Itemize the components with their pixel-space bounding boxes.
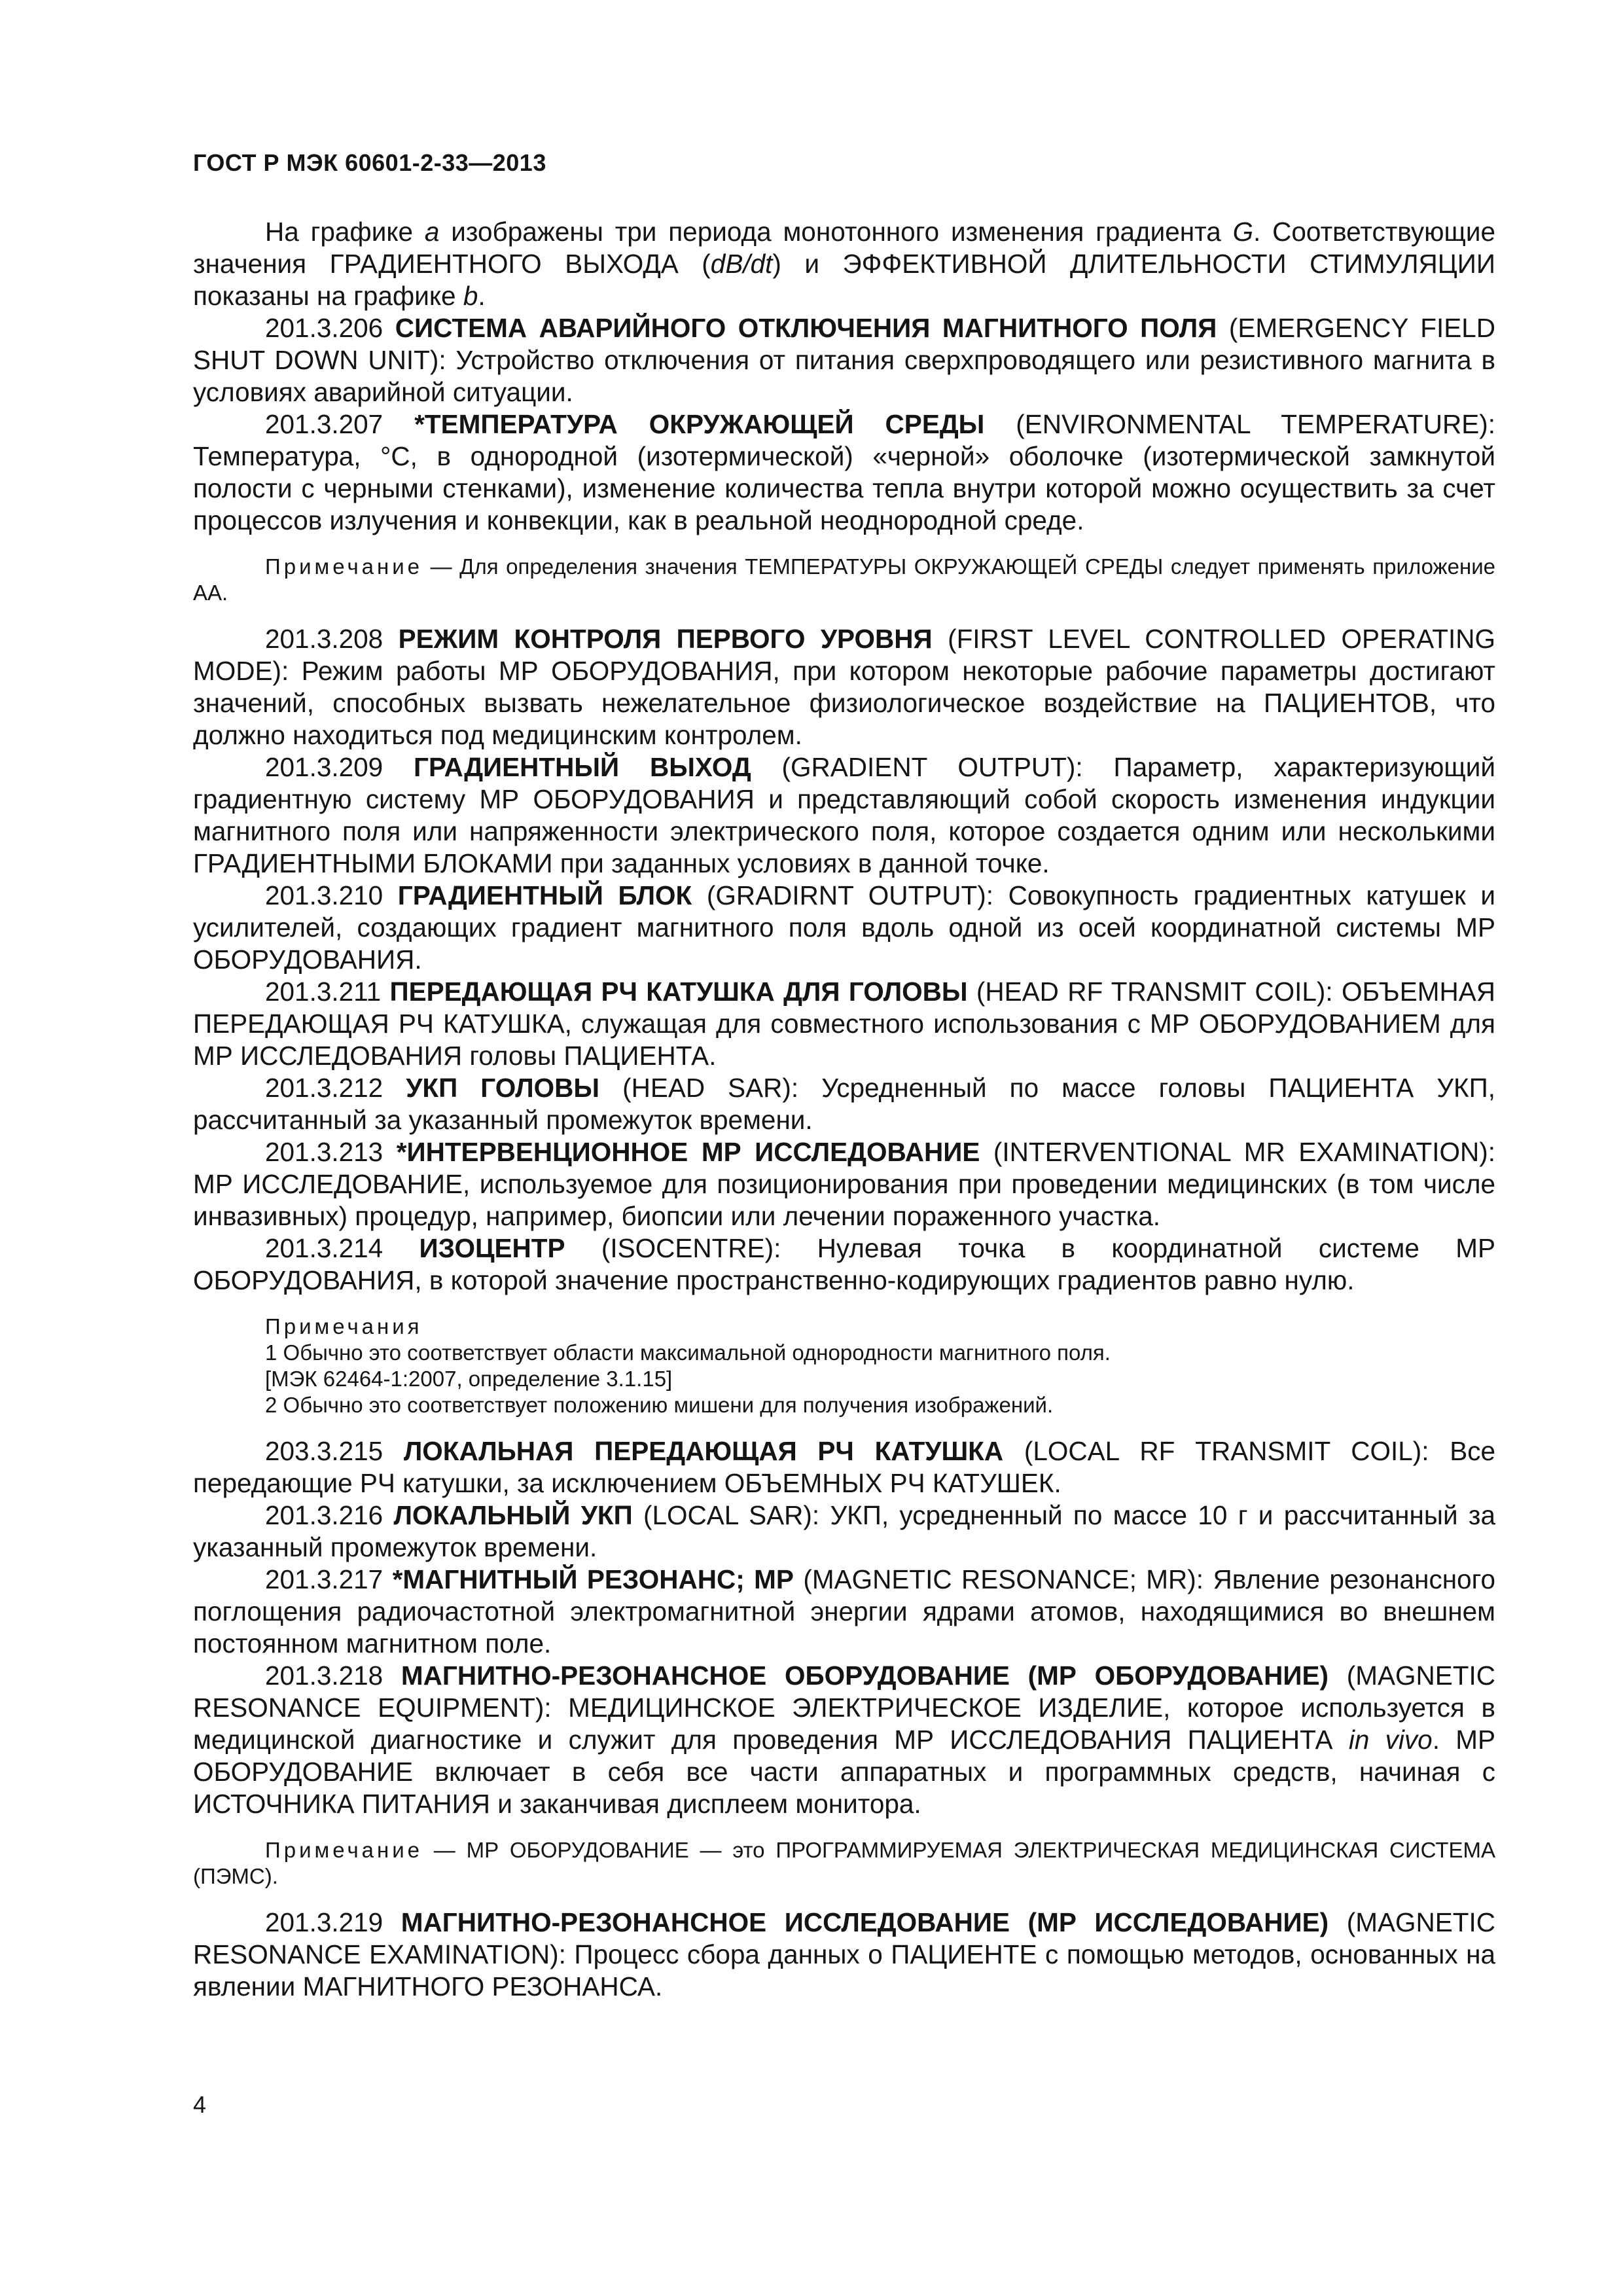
- text-run: (EMERGENCY FIELD SHUT DOWN UNIT): Устройство отключения от питания сверхпроводящего или резистивного магнита в условиях аварийной ситуации.: [193, 313, 1495, 407]
- page-number: 4: [193, 2091, 207, 2118]
- text-run: (HEAD SAR): Усредненный по массе головы ПАЦИЕНТА УКП, рассчитанный за указанный промежуток времени.: [193, 1073, 1496, 1135]
- italic-text: b: [463, 281, 478, 311]
- text-run: 201.3.211: [265, 977, 390, 1007]
- text-run: 201.3.217: [265, 1564, 393, 1594]
- paragraph: [193, 1232, 1495, 1297]
- text-run: (INTERVENTIONAL MR EXAMINATION): МР ИССЛЕДОВАНИЕ, используемое для позиционирования при проведении медицинских (в том числе инвазивных) процедур, например, биопсии или лечении пораженного участка.: [193, 1137, 1495, 1231]
- text-run: (ENVIRONMENTAL TEMPERATURE): Температура, °С, в однородной (изотермической) «черной» оболочке (изотермической замкнутой полости с черными стенками), изменение количества тепла внутри которой можно осуществить за счет процессов излучения и конвекции, как в реальной неоднородной среде.: [193, 409, 1495, 535]
- italic-text: dB/dt: [710, 249, 773, 279]
- notes-title: Примечания: [265, 1314, 423, 1338]
- paragraph: [193, 623, 1495, 751]
- paragraph: [193, 751, 1495, 880]
- term-title: ЛОКАЛЬНАЯ ПЕРЕДАЮЩАЯ РЧ КАТУШКА: [403, 1436, 1004, 1466]
- term-title: ГРАДИЕНТНЫЙ БЛОК: [397, 880, 692, 910]
- text-run: — Для определения значения ТЕМПЕРАТУРЫ ОКРУЖАЮЩЕЙ СРЕДЫ следует применять приложение АА.: [193, 554, 1495, 605]
- text-run: (GRADIRNT OUTPUT): Совокупность градиентных катушек и усилителей, создающих градиент магнитного поля вдоль одной из осей координатной системы МР ОБОРУДОВАНИЯ.: [193, 880, 1495, 975]
- italic-text: in vivo: [1348, 1725, 1433, 1755]
- note-line: 1 Обычно это соответствует области максимальной однородности магнитного поля.: [265, 1340, 1111, 1365]
- term-title: ПЕРЕДАЮЩАЯ РЧ КАТУШКА ДЛЯ ГОЛОВЫ: [389, 977, 968, 1007]
- paragraph: [193, 1136, 1495, 1232]
- term-title: ИЗОЦЕНТР: [419, 1233, 565, 1263]
- term-title: МАГНИТНО-РЕЗОНАНСНОЕ ИССЛЕДОВАНИЕ (МР ИССЛЕДОВАНИЕ): [401, 1907, 1329, 1937]
- text-run: 201.3.216: [265, 1500, 394, 1530]
- text-run: 201.3.210: [265, 880, 398, 910]
- text-run: (LOCAL RF TRANSMIT COIL): Все передающие РЧ катушки, за исключением ОБЪЕМНЫХ РЧ КАТУШЕК.: [193, 1436, 1495, 1498]
- text-run: (LOCAL SAR): УКП, усредненный по массе 10 г и рассчитанный за указанный промежуток времени.: [193, 1500, 1495, 1562]
- text-run: (ISOCENTRE): Нулевая точка в координатной системе МР ОБОРУДОВАНИЯ, в которой значение пространственно-кодирующих градиентов равно нулю.: [193, 1233, 1495, 1295]
- text-run: . МР ОБОРУДОВАНИЕ включает в себя все части аппаратных и программных средств, начиная с ИСТОЧНИКА ПИТАНИЯ и заканчивая дисплеем монитора.: [193, 1725, 1495, 1819]
- term-title: *МАГНИТНЫЙ РЕЗОНАНС; МР: [392, 1564, 794, 1594]
- text-run: изображены три периода монотонного изменения градиента: [439, 217, 1233, 247]
- text-run: (FIRST LEVEL CONTROLLED OPERATING MODE): Режим работы МР ОБОРУДОВАНИЯ, при котором некоторые рабочие параметры достигают значений, способных вызвать нежелательное физиологическое воздействие на ПАЦИЕНТОВ, что должно находиться под медицинским контролем.: [193, 624, 1495, 750]
- paragraph: [193, 408, 1495, 537]
- term-title: РЕЖИМ КОНТРОЛЯ ПЕРВОГО УРОВНЯ: [398, 624, 933, 654]
- term-title: ЛОКАЛЬНЫЙ УКП: [393, 1500, 633, 1530]
- text-run: 201.3.208: [265, 624, 399, 654]
- paragraph: [193, 880, 1495, 976]
- text-run: .: [478, 281, 486, 311]
- text-run: 201.3.206: [265, 313, 395, 343]
- text-run: (MAGNETIC RESONANCE; MR): Явление резонансного поглощения радиочастотной электромагнитной энергии ядрами атомов, находящимися во внешнем постоянном магнитном поле.: [193, 1564, 1495, 1659]
- paragraph: [193, 312, 1495, 408]
- note: [193, 1837, 1495, 1890]
- note-line: [МЭК 62464-1:2007, определение 3.1.15]: [265, 1367, 673, 1391]
- paragraph: [193, 216, 1495, 312]
- text-run: 201.3.219: [265, 1907, 401, 1937]
- text-run: (MAGNETIC RESONANCE EXAMINATION): Процесс сбора данных о ПАЦИЕНТЕ с помощью методов, основанных на явлении МАГНИТНОГО РЕЗОНАНСА.: [193, 1907, 1495, 2001]
- italic-text: G: [1232, 217, 1254, 247]
- notes-block: [193, 1314, 1495, 1418]
- text-run: 201.3.209: [265, 752, 414, 782]
- term-title: ГРАДИЕНТНЫЙ ВЫХОД: [414, 752, 751, 782]
- paragraph: [193, 976, 1495, 1072]
- text-run: На графике: [265, 217, 425, 247]
- text-run: (GRADIENT OUTPUT): Параметр, характеризующий градиентную систему МР ОБОРУДОВАНИЯ и представляющий собой скорость изменения индукции магнитного поля или напряженности электрического поля, которое создается одним или несколькими ГРАДИЕНТНЫМИ БЛОКАМИ при заданных условиях в данной точке.: [193, 752, 1495, 878]
- paragraph: [193, 1072, 1495, 1136]
- text-run: 201.3.218: [265, 1660, 401, 1691]
- text-run: ) и ЭФФЕКТИВНОЙ ДЛИТЕЛЬНОСТИ СТИМУЛЯЦИИ показаны на графике: [193, 249, 1495, 311]
- note-label: Примечание: [265, 554, 423, 579]
- text-run: (MAGNETIC RESONANCE EQUIPMENT): МЕДИЦИНСКОЕ ЭЛЕКТРИЧЕСКОЕ ИЗДЕЛИЕ, которое используется в медицинской диагностике и служит для проведения МР ИССЛЕДОВАНИЯ ПАЦИЕНТА: [193, 1660, 1495, 1755]
- note-label: Примечание: [265, 1838, 423, 1862]
- note-line: 2 Обычно это соответствует положению мишени для получения изображений.: [265, 1393, 1054, 1417]
- paragraph: [193, 1435, 1495, 1499]
- text-run: . Соответствующие значения ГРАДИЕНТНОГО ВЫХОДА (: [193, 217, 1495, 279]
- term-title: *ТЕМПЕРАТУРА ОКРУЖАЮЩЕЙ СРЕДЫ: [414, 409, 985, 439]
- paragraph: [193, 1907, 1495, 2003]
- note: [193, 554, 1495, 606]
- italic-text: a: [424, 217, 440, 247]
- document-header: ГОСТ Р МЭК 60601-2-33—2013: [193, 149, 546, 176]
- term-title: УКП ГОЛОВЫ: [406, 1073, 600, 1103]
- text-run: — МР ОБОРУДОВАНИЕ — это ПРОГРАММИРУЕМАЯ ЭЛЕКТРИЧЕСКАЯ МЕДИЦИНСКАЯ СИСТЕМА (ПЭМС).: [193, 1838, 1495, 1888]
- paragraph: [193, 1499, 1495, 1564]
- text-run: (HEAD RF TRANSMIT COIL): ОБЪЕМНАЯ ПЕРЕДАЮЩАЯ РЧ КАТУШКА, служащая для совместного использования с МР ОБОРУДОВАНИЕМ для МР ИССЛЕДОВАНИЯ головы ПАЦИЕНТА.: [193, 977, 1495, 1071]
- term-title: СИСТЕМА АВАРИЙНОГО ОТКЛЮЧЕНИЯ МАГНИТНОГО ПОЛЯ: [395, 313, 1217, 343]
- text-run: 201.3.213: [265, 1137, 397, 1167]
- paragraph: [193, 1660, 1495, 1820]
- paragraph: [193, 1564, 1495, 1660]
- term-title: *ИНТЕРВЕНЦИОННОЕ МР ИССЛЕДОВАНИЕ: [396, 1137, 980, 1167]
- text-run: 201.3.212: [265, 1073, 406, 1103]
- text-run: 203.3.215: [265, 1436, 404, 1466]
- term-title: МАГНИТНО-РЕЗОНАНСНОЕ ОБОРУДОВАНИЕ (МР ОБОРУДОВАНИЕ): [401, 1660, 1329, 1691]
- text-run: 201.3.214: [265, 1233, 419, 1263]
- document-body: [193, 216, 1495, 2003]
- text-run: 201.3.207: [265, 409, 415, 439]
